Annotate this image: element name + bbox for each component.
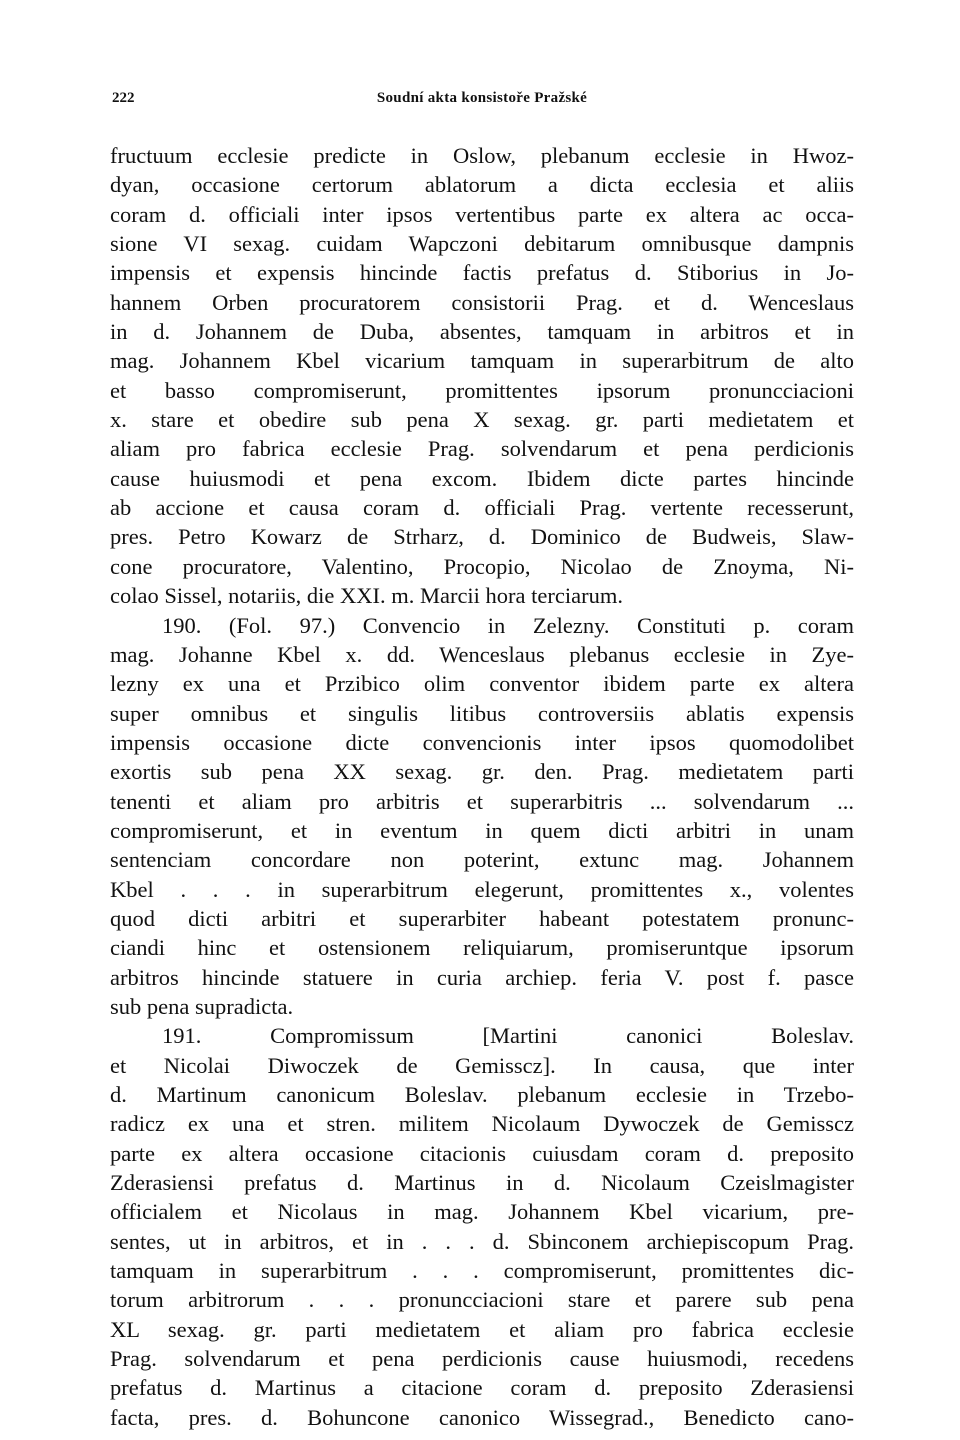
text-line: parte ex altera occasione citacionis cuiusdam coram d. preposito [110, 1140, 854, 1166]
text-line: ab accione et causa coram d. officiali Prag. vertente recesserunt, [110, 495, 854, 521]
text-line: cause huiusmodi et pena excom. Ibidem dicte partes hincinde [110, 465, 854, 491]
page-header [112, 90, 852, 116]
text-line: d. Martinum canonicum Boleslav. plebanum ecclesie in Trzebo- [110, 1082, 854, 1107]
text-line: dyan, occasione certorum ablatorum a dicta ecclesia et aliis [110, 172, 854, 198]
text-line: colao Sissel, notariis, die XXI. m. Marcii hora terciarum. [110, 583, 623, 609]
text-line: cone procuratore, Valentino, Procopio, Nicolao de Znoyma, Ni- [110, 553, 854, 579]
text-line: in d. Johannem de Duba, absentes, tamquam in arbitros et in [110, 319, 854, 345]
text-line: tenenti et aliam pro arbitris et superarbitris ... solvendarum ... [110, 788, 854, 814]
text-line: aliam pro fabrica ecclesie Prag. solvendarum et pena perdicionis [110, 436, 854, 462]
page-number: 222 [112, 90, 135, 106]
text-line: arbitros hincinde statuere in curia archiep. feria V. post f. pasce [110, 964, 854, 990]
text-line: hannem Orben procuratorem consistorii Prag. et d. Wenceslaus [110, 289, 854, 315]
text-line: radicz ex una et stren. militem Nicolaum Dywoczek de Gemisscz [110, 1111, 854, 1137]
text-line: quod dicti arbitri et superarbiter habeant potestatem pronunc- [110, 905, 854, 931]
text-line: sentes, ut in arbitros, et in . . . d. Sbinconem archiepiscopum Prag. [110, 1228, 854, 1254]
text-line: x. stare et obedire sub pena X sexag. gr. parti medietatem et [110, 407, 854, 433]
text-line: super omnibus et singulis litibus controversiis ablatis expensis [110, 700, 854, 726]
text-line: 190. (Fol. 97.) Convencio in Zelezny. Constituti p. coram [162, 612, 854, 638]
text-line: Prag. solvendarum et pena perdicionis cause huiusmodi, recedens [110, 1346, 854, 1372]
running-title: Soudní akta konsistoře Pražské [376, 90, 588, 106]
text-line: mag. Johanne Kbel x. dd. Wenceslaus plebanus ecclesie in Zye- [110, 641, 854, 667]
text-line: officialem et Nicolaus in mag. Johannem Kbel vicarium, pre- [110, 1199, 854, 1225]
text-line: sione VI sexag. cuidam Wapczoni debitarum omnibusque dampnis [110, 231, 854, 257]
text-line: sub pena supradicta. [110, 993, 294, 1019]
text-line: exortis sub pena XX sexag. gr. den. Prag. medietatem parti [110, 759, 854, 785]
text-line: Kbel . . . in superarbitrum elegerunt, promittentes x., volentes [110, 876, 854, 902]
text-line: facta, pres. d. Bohuncone canonico Wissegrad., Benedicto cano- [110, 1404, 854, 1430]
text-line: et Nicolai Diwoczek de Gemisscz]. In causa, que inter [110, 1052, 854, 1078]
text-line: 191. Compromissum [Martini canonici Boleslav. [162, 1023, 854, 1049]
text-line: compromiserunt, et in eventum in quem dicti arbitri in unam [110, 817, 854, 843]
text-line: mag. Johannem Kbel vicarium tamquam in superarbitrum de alto [110, 348, 854, 374]
text-line: pres. Petro Kowarz de Strharz, d. Dominico de Budweis, Slaw- [110, 524, 854, 550]
text-line: et basso compromiserunt, promittentes ipsorum pronuncciacioni [110, 377, 854, 403]
text-line: prefatus d. Martinus a citacione coram d. preposito Zderasiensi [110, 1375, 854, 1401]
text-line: torum arbitrorum . . . pronuncciacioni stare et parere sub pena [110, 1287, 854, 1313]
text-line: impensis occasione dicte convencionis inter ipsos quomodolibet [110, 729, 854, 755]
text-line: XL sexag. gr. parti medietatem et aliam pro fabrica ecclesie [110, 1316, 854, 1342]
text-line: impensis et expensis hincinde factis prefatus d. Stiborius in Jo- [110, 260, 854, 286]
text-line: sentenciam concordare non poterint, extunc mag. Johannem [110, 847, 854, 873]
text-line: lezny ex una et Przibico olim conventor ibidem parte ex altera [110, 671, 854, 697]
text-line: tamquam in superarbitrum . . . compromiserunt, promittentes dic- [110, 1258, 854, 1284]
text-line: ciandi hinc et ostensionem reliquiarum, promiseruntque ipsorum [110, 935, 854, 961]
text-body [110, 141, 854, 1432]
text-line: fructuum ecclesie predicte in Oslow, plebanum ecclesie in Hwoz- [110, 143, 854, 168]
text-line: coram d. officiali inter ipsos vertentibus parte ex altera ac occa- [110, 201, 854, 227]
text-line: Zderasiensi prefatus d. Martinus in d. Nicolaum Czeislmagister [110, 1170, 854, 1196]
